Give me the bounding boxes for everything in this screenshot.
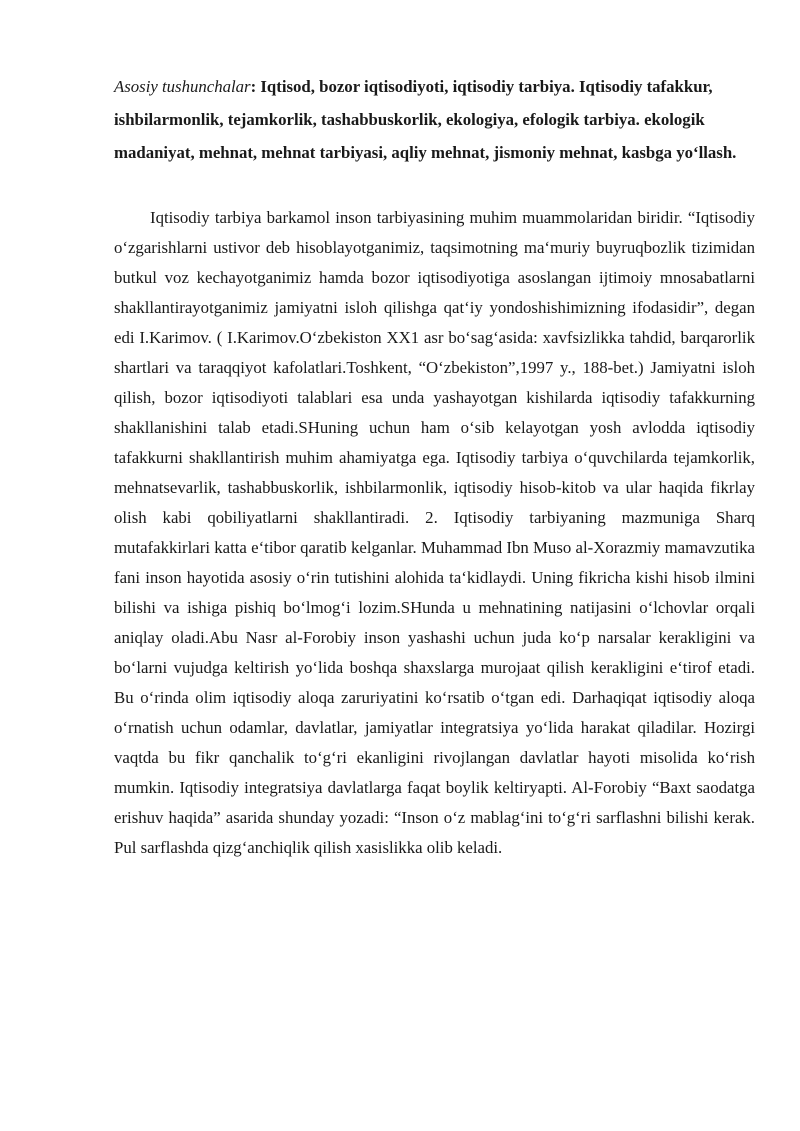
key-concepts xyxy=(114,70,755,169)
document-page xyxy=(114,70,755,863)
key-concepts-label: Asosiy tushunchalar xyxy=(114,77,251,96)
body-paragraph: Iqtisodiy tarbiya barkamol inson tarbiyasining muhim muammolaridan biridir. “Iqtisodiy o‘zgarishlarni ustivor deb hisoblayotganimiz, taqsimotning ma‘muriy buyruqbozlik tizimidan butkul voz kechayotganimiz hamda bozor iqtisodiyotiga asoslangan ijtimoiy mnosabatlarni shakllantirayotganimiz jamiyatni isloh qilishga qat‘iy yondoshishimizning ifodasidir”, degan edi I.Karimov. ( I.Karimov.O‘zbekiston XX1 asr bo‘sag‘asida: xavfsizlikka tahdid, barqarorlik shartlari va taraqqiyot kafolatlari.Toshkent, “O‘zbekiston”,1997 y., 188-bet.) Jamiyatni isloh qilish, bozor iqtisodiyoti talablari esa unda yashayotgan kishilarda iqtisodiy tafakkurning shakllanishini talab etadi.SHuning uchun ham o‘sib kelayotgan yosh avlodda iqtisodiy tafakkurni shakllantirish muhim ahamiyatga ega. Iqtisodiy tarbiya o‘quvchilarda tejamkorlik, mehnatsevarlik, tashabbuskorlik, ishbilarmonlik, iqtisodiy hisob-kitob va ular haqida fikrlay olish kabi qobiliyatlarni shakllantiradi. 2. Iqtisodiy tarbiyaning mazmuniga Sharq mutafakkirlari katta e‘tibor qaratib kelganlar. Muhammad Ibn Muso al-Xorazmiy mamavzutika fani inson hayotida asosiy o‘rin tutishini alohida ta‘kidlaydi. Uning fikricha kishi hisob ilmini bilishi va ishiga pishiq bo‘lmog‘i lozim.SHunda u mehnatining natijasini o‘lchovlar orqali aniqlay oladi.Abu Nasr al-Forobiy inson yashashi uchun juda ko‘p narsalar kerakligini va bo‘larni vujudga keltirish yo‘lida boshqa shaxslarga murojaat qilish kerakligini e‘tirof etadi. Bu o‘rinda olim iqtisodiy aloqa zaruriyatini ko‘rsatib o‘tgan edi. Darhaqiqat iqtisodiy aloqa o‘rnatish uchun odamlar, davlatlar, jamiyatlar integratsiya yo‘lida harakat qiladilar. Hozirgi vaqtda bu fikr qanchalik to‘g‘ri ekanligini rivojlangan davlatlar hayoti misolida ko‘rish mumkin. Iqtisodiy integratsiya davlatlarga faqat boylik keltiryapti. Al-Forobiy “Baxt saodatga erishuv haqida” asarida shunday yozadi: “Inson o‘z mablag‘ini to‘g‘ri sarflashni bilishi kerak. Pul sarflashda qizg‘anchiqlik qilish xasislikka olib keladi. xyxy=(114,208,755,857)
key-concepts-terms: Iqtisod, bozor iqtisodiyoti, iqtisodiy tarbiya. Iqtisodiy tafakkur, ishbilarmonlik, tejamkorlik, tashabbuskorlik, ekologiya, efologik tarbiya. ekologik madaniyat, mehnat, mehnat tarbiyasi, aqliy mehnat, jismoniy mehnat, kasbga yo‘llash. xyxy=(114,77,737,162)
key-concepts-colon: : xyxy=(250,77,257,96)
